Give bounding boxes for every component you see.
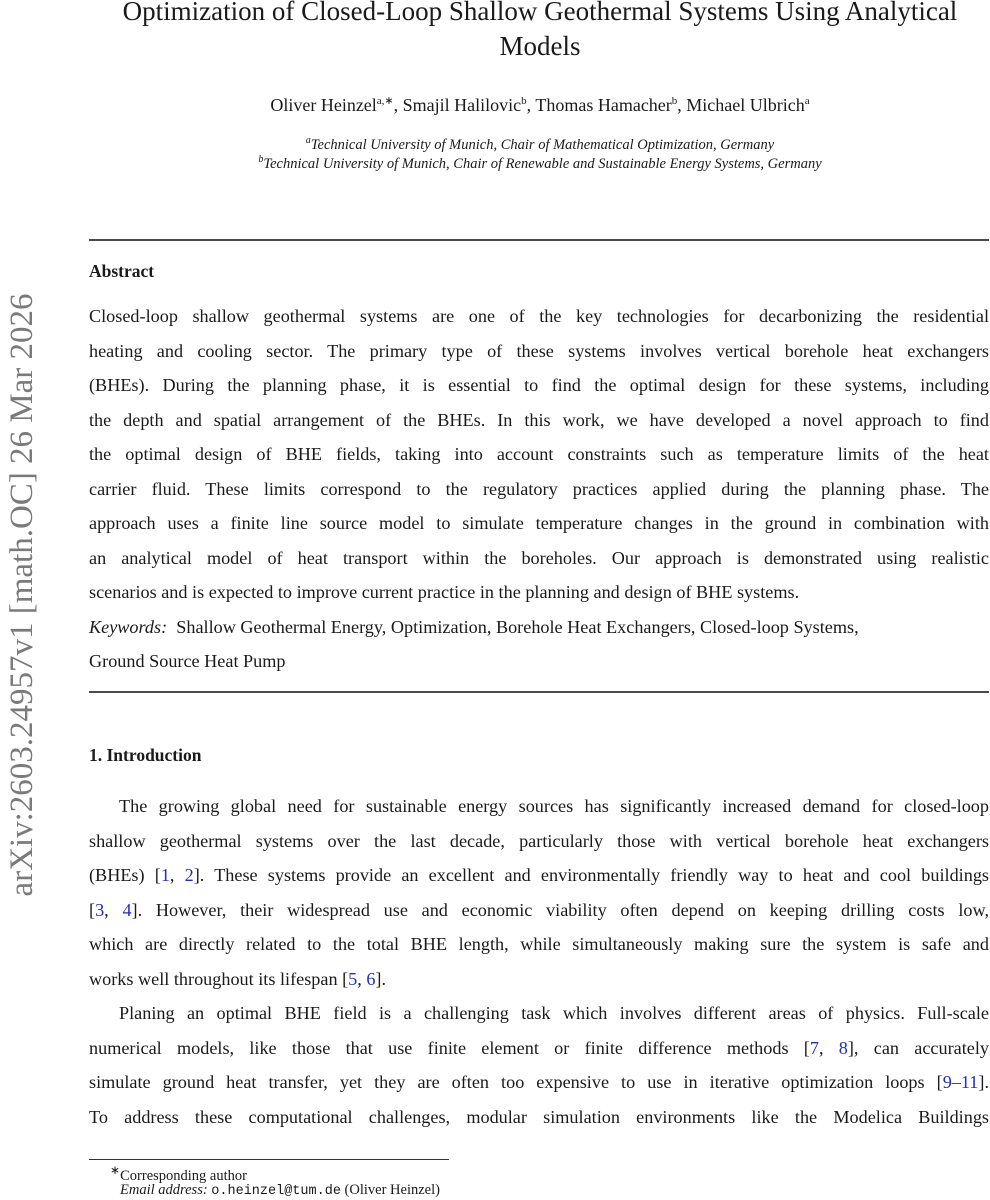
intro-paragraph-2	[89, 996, 989, 1134]
citation-link[interactable]: 2	[184, 865, 194, 885]
abstract-bottom-rule	[89, 691, 989, 693]
abstract-line: the depth and spatial arrangement of the BHEs. In this work, we have developed a novel approach to find	[89, 409, 989, 430]
abstract-line: Closed-loop shallow geothermal systems are one of the key technologies for decarbonizing the residential	[89, 306, 989, 326]
citation-link[interactable]: 6	[366, 968, 376, 989]
abstract-line: an analytical model of heat transport within the boreholes. Our approach is demonstrated using realistic	[89, 547, 989, 568]
affiliation-b: $^b$Technical University of Munich, Chair of Renewable and Sustainable Energy Systems, Germany	[258, 154, 822, 172]
citation-link[interactable]: 9–11	[942, 1072, 979, 1092]
affiliation-a: $^a$Technical University of Munich, Chair of Mathematical Optimization, Germany	[305, 135, 775, 153]
text-line: shallow geothermal systems over the last decade, particularly those with vertical borehole heat exchangers	[89, 830, 989, 851]
abstract-line: approach uses a finite line source model to simulate temperature changes in the ground in combination with	[89, 513, 989, 533]
citation-link[interactable]: 4	[122, 899, 132, 920]
text-line: works well throughout its lifespan [5, 6].	[89, 968, 387, 989]
text-line: To address these computational challenges, modular simulation environments like the Modelica Buildings	[89, 1106, 989, 1127]
keywords-text: Shallow Geothermal Energy, Optimization, Borehole Heat Exchangers, Closed-loop Systems,	[176, 616, 859, 637]
citation-link[interactable]: 7	[809, 1037, 819, 1058]
arxiv-stamp: arXiv:2603.24957v1 [math.OC] 26 Mar 2026	[4, 293, 40, 897]
citation-link[interactable]: 5	[348, 968, 358, 989]
abstract-line: carrier fluid. These limits correspond to the regulatory practices applied during the planning phase. The	[89, 478, 989, 499]
footnote-rule	[89, 1159, 449, 1160]
text-line: simulate ground heat transfer, yet they are often too expensive to use in iterative optimization loops [9–11].	[89, 1072, 989, 1092]
text-line: (BHEs) [1, 2]. These systems provide an excellent and environmentally friendly way to heat and cool buildings	[89, 865, 989, 885]
author: Thomas Hamacher$^b$,	[535, 95, 687, 115]
abstract-heading: Abstract	[89, 261, 155, 281]
author: Michael Ulbrich$^a$	[686, 95, 810, 115]
text-line: Planing an optimal BHE field is a challenging task which involves different areas of physics. Full-scale	[119, 1003, 989, 1023]
section-heading-introduction: 1. Introduction	[89, 745, 202, 765]
keywords-line: Ground Source Heat Pump	[89, 651, 286, 671]
citation-link[interactable]: 1	[160, 865, 170, 885]
intro-paragraph-1	[89, 789, 989, 996]
abstract-body	[89, 299, 989, 679]
abstract-line: heating and cooling sector. The primary type of these systems involves vertical borehole heat exchangers	[89, 340, 989, 361]
text-line: [3, 4]. However, their widespread use and economic viability often depend on keeping drilling costs low,	[89, 899, 989, 920]
author-list	[90, 94, 990, 116]
abstract-line: (BHEs). During the planning phase, it is essential to find the optimal design for these systems, including	[89, 375, 989, 395]
email-link[interactable]: o.heinzel@tum.de	[211, 1184, 341, 1199]
text-line: numerical models, like those that use finite element or finite difference methods [7, 8], can accurately	[89, 1037, 989, 1058]
keywords-line	[89, 610, 989, 645]
title-line-1: Optimization of Closed-Loop Shallow Geothermal Systems Using Analytical	[122, 0, 958, 26]
paper-title	[90, 0, 990, 64]
citation-link[interactable]: 3	[95, 899, 105, 920]
abstract-line: scenarios and is expected to improve current practice in the planning and design of BHE systems.	[89, 582, 800, 602]
author: Oliver Heinzel$^{a,∗}$,	[270, 95, 403, 115]
citation-link[interactable]: 8	[838, 1037, 848, 1058]
text-line: which are directly related to the total BHE length, while simultaneously making sure the system is safe and	[89, 934, 989, 954]
footnote-email: Email address: o.heinzel@tum.de (Oliver Heinzel)	[120, 1182, 440, 1199]
footnote-corresponding: ∗Corresponding author	[110, 1163, 247, 1184]
abstract-line: the optimal design of BHE fields, taking into account constraints such as temperature limits of the heat	[89, 444, 989, 464]
text-line: The growing global need for sustainable energy sources has significantly increased demand for closed-loop	[119, 796, 989, 816]
title-line-2: Models	[499, 31, 581, 61]
abstract-top-rule	[89, 239, 989, 241]
keywords-label: Keywords:	[89, 616, 168, 637]
author: Smajil Halilovic$^b$,	[402, 95, 536, 115]
